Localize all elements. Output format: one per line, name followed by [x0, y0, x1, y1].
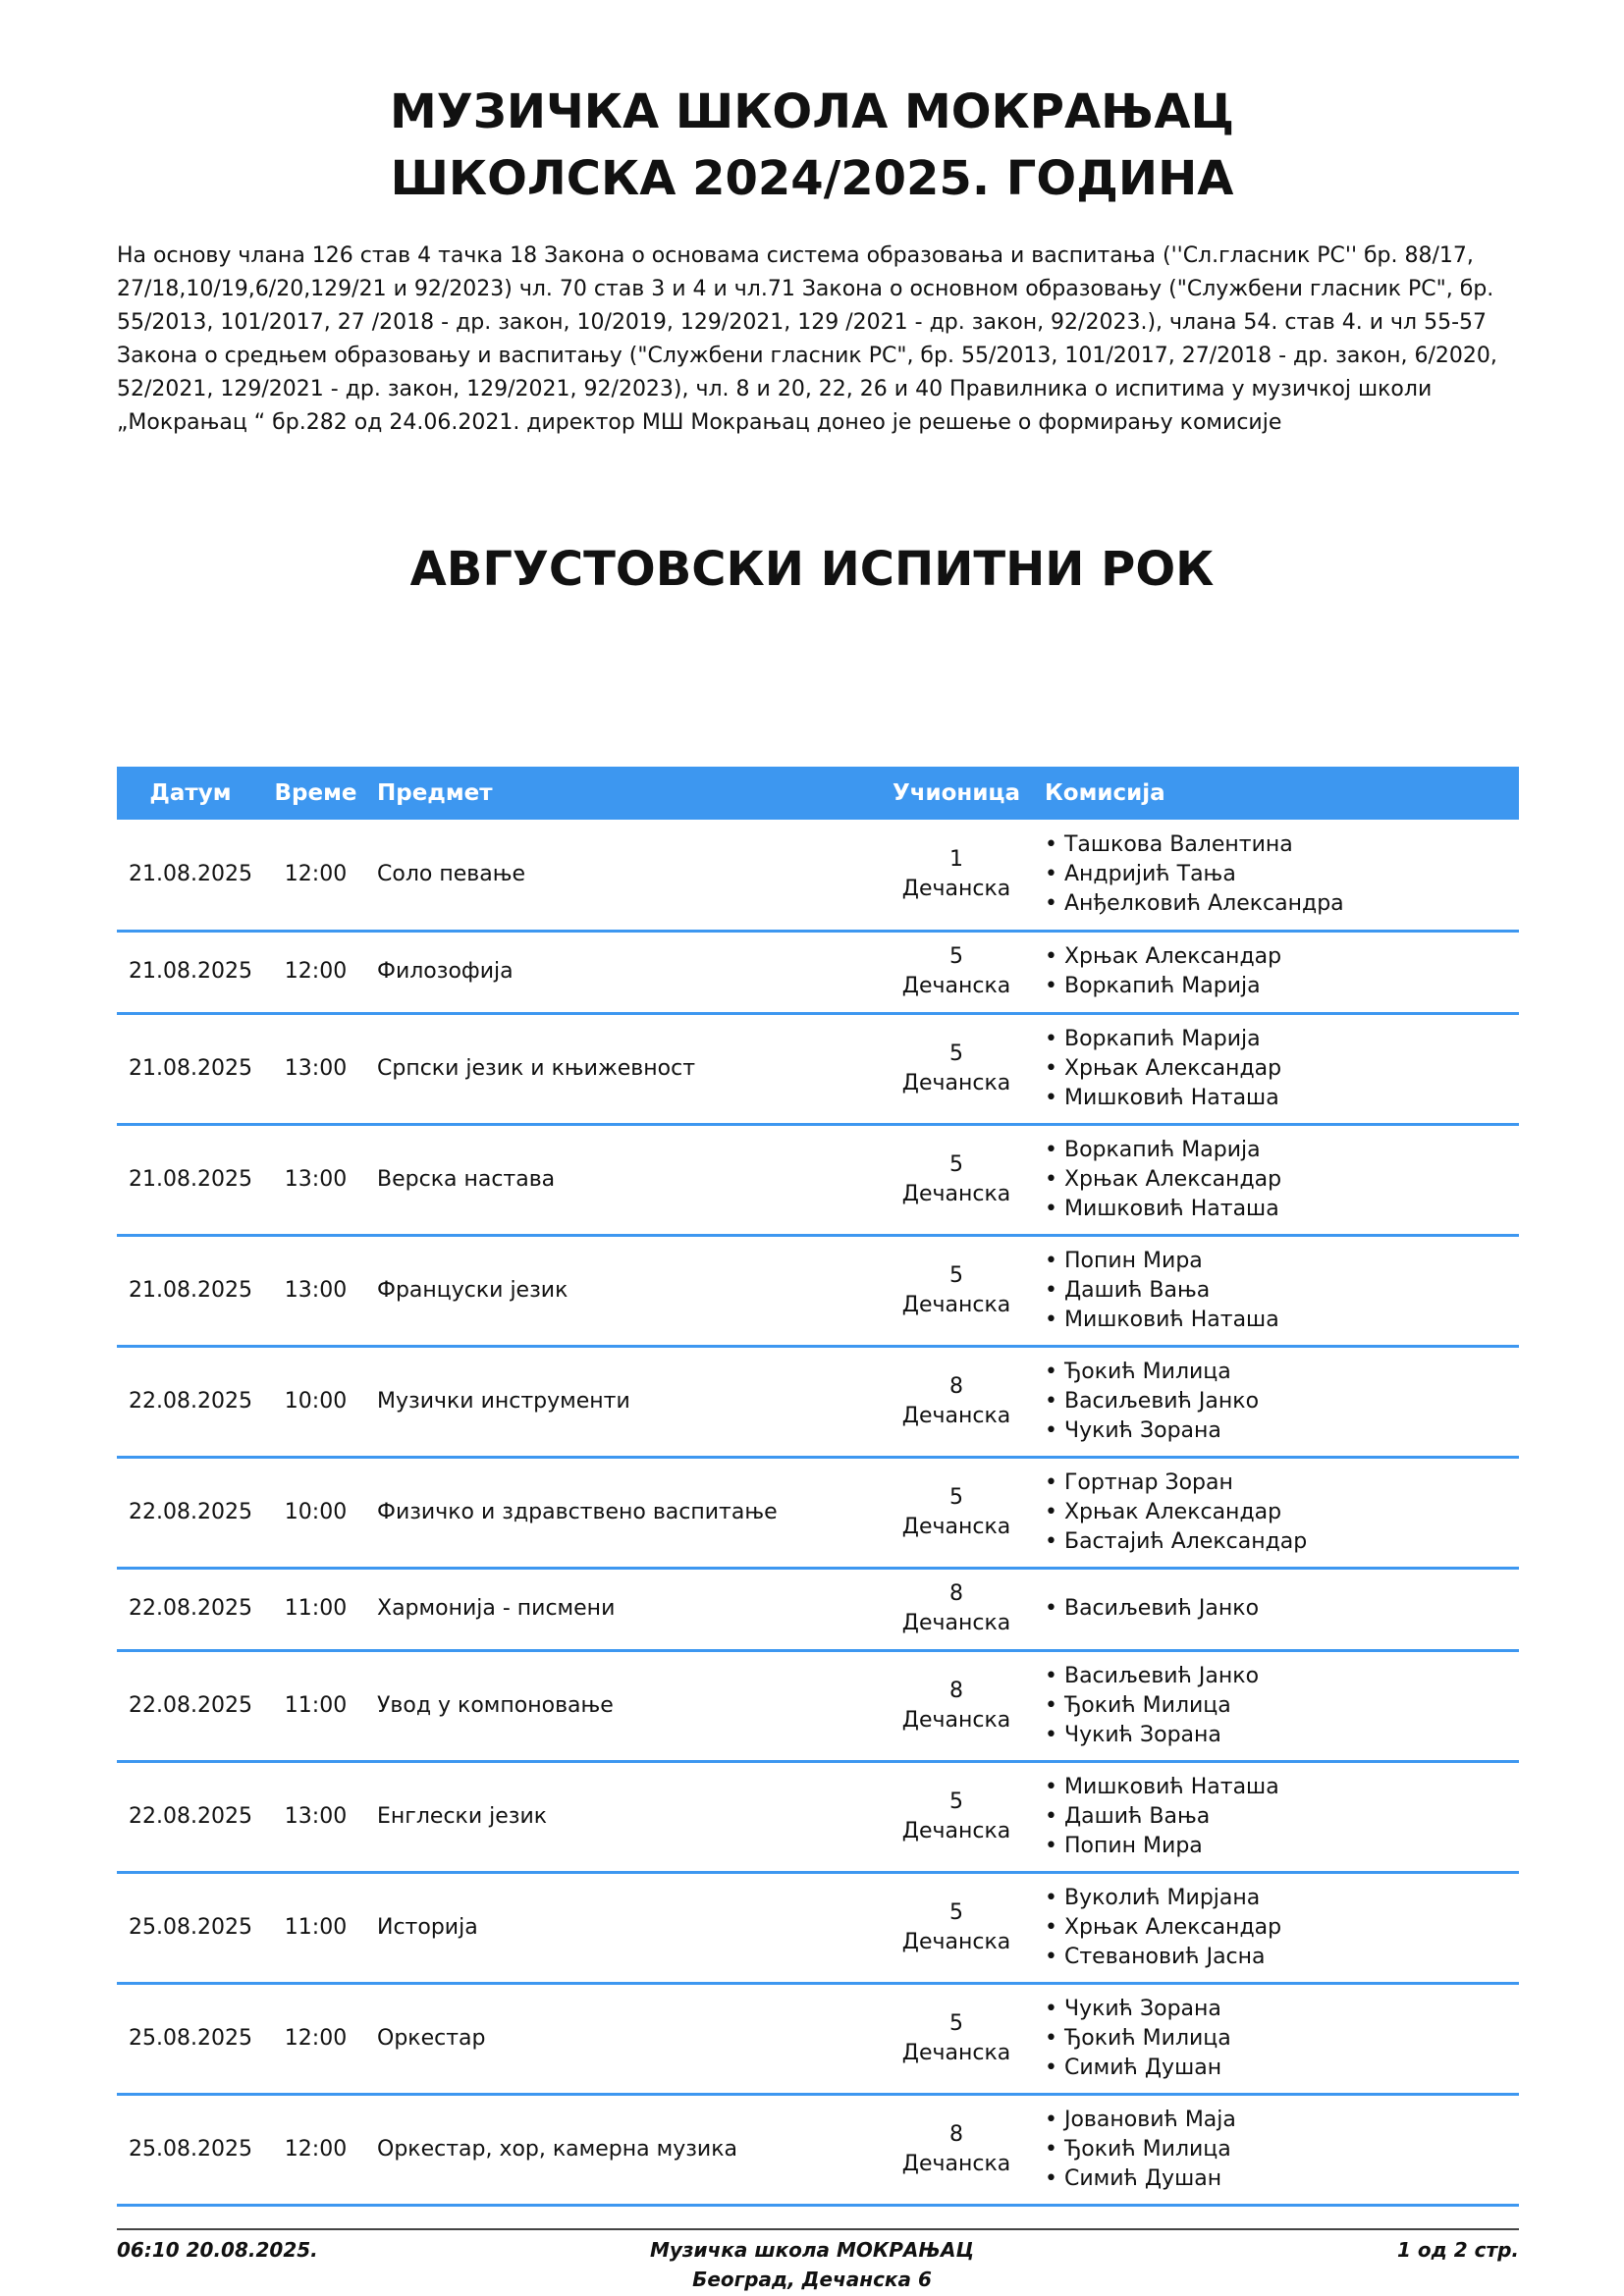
exam-room-cell	[878, 1124, 1035, 1235]
committee-member: • Мишковић Наташа	[1045, 1195, 1509, 1224]
exam-time-cell: 12:00	[264, 1983, 367, 2094]
committee-member: • Ђокић Милица	[1045, 2135, 1509, 2164]
exam-room-cell	[878, 1457, 1035, 1568]
committee-member: • Васиљевић Јанко	[1045, 1387, 1509, 1416]
room-number: 1	[949, 846, 963, 872]
committee-member: • Хрњак Александар	[1045, 1054, 1509, 1084]
room-location: Дечанска	[901, 1818, 1011, 1843]
committee-member: • Воркапић Марија	[1045, 1136, 1509, 1165]
footer-divider	[117, 2228, 1519, 2230]
committee-member: • Ђокић Милица	[1045, 1358, 1509, 1387]
exam-subject-cell: Хармонија - писмени	[367, 1568, 878, 1650]
committee-member: • Мишковић Наташа	[1045, 1773, 1509, 1802]
committee-cell	[1035, 931, 1519, 1013]
room-location: Дечанска	[901, 1514, 1011, 1539]
table-row	[117, 820, 1519, 931]
table-row	[117, 931, 1519, 1013]
exam-schedule-table	[117, 767, 1519, 2207]
committee-member: • Попин Мира	[1045, 1247, 1509, 1276]
table-body	[117, 820, 1519, 2205]
exam-subject-cell: Оркестар, хор, камерна музика	[367, 2094, 878, 2205]
table-row	[117, 1235, 1519, 1346]
committee-cell	[1035, 1346, 1519, 1457]
committee-cell	[1035, 1983, 1519, 2094]
table-row	[117, 1346, 1519, 1457]
exam-subject-cell: Музички инструменти	[367, 1346, 878, 1457]
exam-subject-cell: Филозофија	[367, 931, 878, 1013]
committee-member: • Вуколић Мирјана	[1045, 1884, 1509, 1913]
exam-date-cell: 22.08.2025	[117, 1761, 264, 1872]
committee-member: • Јовановић Маја	[1045, 2106, 1509, 2135]
exam-room-cell	[878, 1346, 1035, 1457]
room-number: 8	[949, 1373, 963, 1399]
committee-member: • Хрњак Александар	[1045, 1165, 1509, 1195]
exam-room-cell	[878, 1983, 1035, 2094]
column-header-time: Време	[264, 767, 367, 820]
table-header-row	[117, 767, 1519, 820]
room-location: Дечанска	[901, 1403, 1011, 1428]
table-row	[117, 1457, 1519, 1568]
committee-member: • Чукић Зорана	[1045, 1995, 1509, 2024]
exam-subject-cell: Француски језик	[367, 1235, 878, 1346]
room-location: Дечанска	[901, 1929, 1011, 1954]
exam-date-cell: 21.08.2025	[117, 820, 264, 931]
table-row	[117, 2094, 1519, 2205]
room-number: 8	[949, 1678, 963, 1703]
exam-time-cell: 12:00	[264, 820, 367, 931]
room-number: 5	[949, 2010, 963, 2036]
exam-subject-cell: Историја	[367, 1872, 878, 1983]
school-year: ШКОЛСКА 2024/2025. ГОДИНА	[390, 151, 1234, 206]
exam-time-cell: 11:00	[264, 1650, 367, 1761]
exam-date-cell: 21.08.2025	[117, 931, 264, 1013]
committee-member: • Бастајић Александар	[1045, 1527, 1509, 1557]
exam-date-cell: 25.08.2025	[117, 1983, 264, 2094]
committee-cell	[1035, 1872, 1519, 1983]
committee-member: • Ђокић Милица	[1045, 1691, 1509, 1721]
footer-school-info	[0, 2235, 1624, 2294]
exam-date-cell: 22.08.2025	[117, 1568, 264, 1650]
committee-member: • Хрњак Александар	[1045, 1913, 1509, 1943]
committee-cell	[1035, 1457, 1519, 1568]
table-row	[117, 1761, 1519, 1872]
exam-room-cell	[878, 1568, 1035, 1650]
exam-room-cell	[878, 1235, 1035, 1346]
exam-time-cell: 10:00	[264, 1346, 367, 1457]
room-number: 5	[949, 1789, 963, 1814]
room-number: 5	[949, 1041, 963, 1066]
exam-date-cell: 21.08.2025	[117, 1013, 264, 1124]
exam-room-cell	[878, 931, 1035, 1013]
committee-member: • Дашић Вања	[1045, 1802, 1509, 1832]
exam-room-cell	[878, 1013, 1035, 1124]
room-number: 5	[949, 944, 963, 969]
school-name: МУЗИЧКА ШКОЛА МОКРАЊАЦ	[389, 84, 1235, 139]
footer-address: Београд, Дечанска 6	[692, 2268, 932, 2291]
exam-subject-cell: Увод у компоновање	[367, 1650, 878, 1761]
committee-member: • Симић Душан	[1045, 2164, 1509, 2194]
committee-cell	[1035, 1124, 1519, 1235]
committee-member: • Мишковић Наташа	[1045, 1084, 1509, 1113]
committee-member: • Чукић Зорана	[1045, 1416, 1509, 1446]
room-number: 8	[949, 1581, 963, 1606]
exam-date-cell: 22.08.2025	[117, 1346, 264, 1457]
room-location: Дечанска	[901, 2151, 1011, 2176]
column-header-subject: Предмет	[367, 767, 878, 820]
committee-cell	[1035, 820, 1519, 931]
column-header-date: Датум	[117, 767, 264, 820]
column-header-room: Учионица	[878, 767, 1035, 820]
exam-time-cell: 13:00	[264, 1761, 367, 1872]
committee-cell	[1035, 1568, 1519, 1650]
room-location: Дечанска	[901, 1707, 1011, 1733]
committee-member: • Хрњак Александар	[1045, 1498, 1509, 1527]
table-row	[117, 1568, 1519, 1650]
committee-cell	[1035, 1235, 1519, 1346]
committee-member: • Васиљевић Јанко	[1045, 1594, 1509, 1624]
committee-member: • Стевановић Јасна	[1045, 1943, 1509, 1972]
committee-member: • Васиљевић Јанко	[1045, 1662, 1509, 1691]
exam-date-cell: 22.08.2025	[117, 1457, 264, 1568]
exam-date-cell: 21.08.2025	[117, 1235, 264, 1346]
committee-cell	[1035, 2094, 1519, 2205]
exam-subject-cell: Физичко и здравствено васпитање	[367, 1457, 878, 1568]
footer-timestamp: 06:10 20.08.2025.	[117, 2238, 318, 2262]
room-number: 5	[949, 1899, 963, 1925]
committee-member: • Воркапић Марија	[1045, 1025, 1509, 1054]
room-location: Дечанска	[901, 1292, 1011, 1317]
committee-member: • Попин Мира	[1045, 1832, 1509, 1861]
table-row	[117, 1650, 1519, 1761]
committee-member: • Воркапић Марија	[1045, 972, 1509, 1001]
column-header-committee: Комисија	[1035, 767, 1519, 820]
table-row	[117, 1013, 1519, 1124]
exam-room-cell	[878, 1761, 1035, 1872]
exam-subject-cell: Соло певање	[367, 820, 878, 931]
room-location: Дечанска	[901, 974, 1011, 998]
footer-page-number: 1 од 2 стр.	[1397, 2238, 1519, 2262]
exam-time-cell: 11:00	[264, 1568, 367, 1650]
exam-subject-cell: Енглески језик	[367, 1761, 878, 1872]
room-location: Дечанска	[901, 2040, 1011, 2065]
document-title	[0, 79, 1624, 212]
exam-date-cell: 21.08.2025	[117, 1124, 264, 1235]
committee-member: • Хрњак Александар	[1045, 942, 1509, 972]
exam-time-cell: 13:00	[264, 1013, 367, 1124]
exam-date-cell: 25.08.2025	[117, 1872, 264, 1983]
committee-cell	[1035, 1650, 1519, 1761]
exam-subject-cell: Српски језик и књижевност	[367, 1013, 878, 1124]
footer-school-name: Музичка школа МОКРАЊАЦ	[649, 2238, 975, 2262]
room-number: 8	[949, 2121, 963, 2147]
room-number: 5	[949, 1151, 963, 1177]
committee-member: • Андријић Тања	[1045, 860, 1509, 889]
committee-member: • Дашић Вања	[1045, 1276, 1509, 1306]
committee-member: • Ђокић Милица	[1045, 2024, 1509, 2054]
room-number: 5	[949, 1262, 963, 1288]
committee-cell	[1035, 1761, 1519, 1872]
exam-period-title: АВГУСТОВСКИ ИСПИТНИ РОК	[409, 542, 1215, 597]
exam-date-cell: 22.08.2025	[117, 1650, 264, 1761]
exam-room-cell	[878, 1872, 1035, 1983]
room-location: Дечанска	[901, 876, 1011, 901]
committee-member: • Мишковић Наташа	[1045, 1306, 1509, 1335]
room-number: 5	[949, 1484, 963, 1510]
table-row	[117, 1124, 1519, 1235]
exam-date-cell: 25.08.2025	[117, 2094, 264, 2205]
exam-time-cell: 11:00	[264, 1872, 367, 1983]
exam-room-cell	[878, 1650, 1035, 1761]
committee-member: • Симић Душан	[1045, 2054, 1509, 2083]
exam-subject-cell: Оркестар	[367, 1983, 878, 2094]
committee-cell	[1035, 1013, 1519, 1124]
committee-member: • Гортнар Зоран	[1045, 1468, 1509, 1498]
committee-member: • Чукић Зорана	[1045, 1721, 1509, 1750]
exam-time-cell: 12:00	[264, 2094, 367, 2205]
exam-time-cell: 12:00	[264, 931, 367, 1013]
room-location: Дечанска	[901, 1070, 1011, 1095]
legal-basis-text: На основу члана 126 став 4 тачка 18 Закона о основама система образовања и васпитања (''Сл.гласник РС'' бр. 88/17, 27/18,10/19,6/20,129/21 и 92/2023) чл. 70 став 3 и 4 и чл.71 Закона о основном образовању ("Службени гласник РС", бр. 55/2013, 101/2017, 27 /2018 - др. закон, 10/2019, 129/2021, 129 /2021 - др. закон, 92/2023.), члана 54. став 4. и чл 55-57 Закона о средњем образовању и васпитању ("Службени гласник РС", бр. 55/2013, 101/2017, 27/2018 - др. закон, 6/2020, 52/2021, 129/2021 - др. закон, 129/2021, 92/2023), чл. 8 и 20, 22, 26 и 40 Правилника о испитима у музичкој школи „Мокрањац “ бр.282 од 24.06.2021. директор МШ Мокрањац донео је решење о формирању комисије	[117, 243, 1497, 435]
room-location: Дечанска	[901, 1611, 1011, 1635]
exam-room-cell	[878, 820, 1035, 931]
table-row	[117, 1983, 1519, 2094]
exam-subject-cell: Верска настава	[367, 1124, 878, 1235]
exam-time-cell: 10:00	[264, 1457, 367, 1568]
committee-member: • Анђелковић Александра	[1045, 889, 1509, 919]
room-location: Дечанска	[901, 1181, 1011, 1206]
committee-member: • Ташкова Валентина	[1045, 830, 1509, 860]
exam-time-cell: 13:00	[264, 1124, 367, 1235]
exam-time-cell: 13:00	[264, 1235, 367, 1346]
exam-room-cell	[878, 2094, 1035, 2205]
table-row	[117, 1872, 1519, 1983]
